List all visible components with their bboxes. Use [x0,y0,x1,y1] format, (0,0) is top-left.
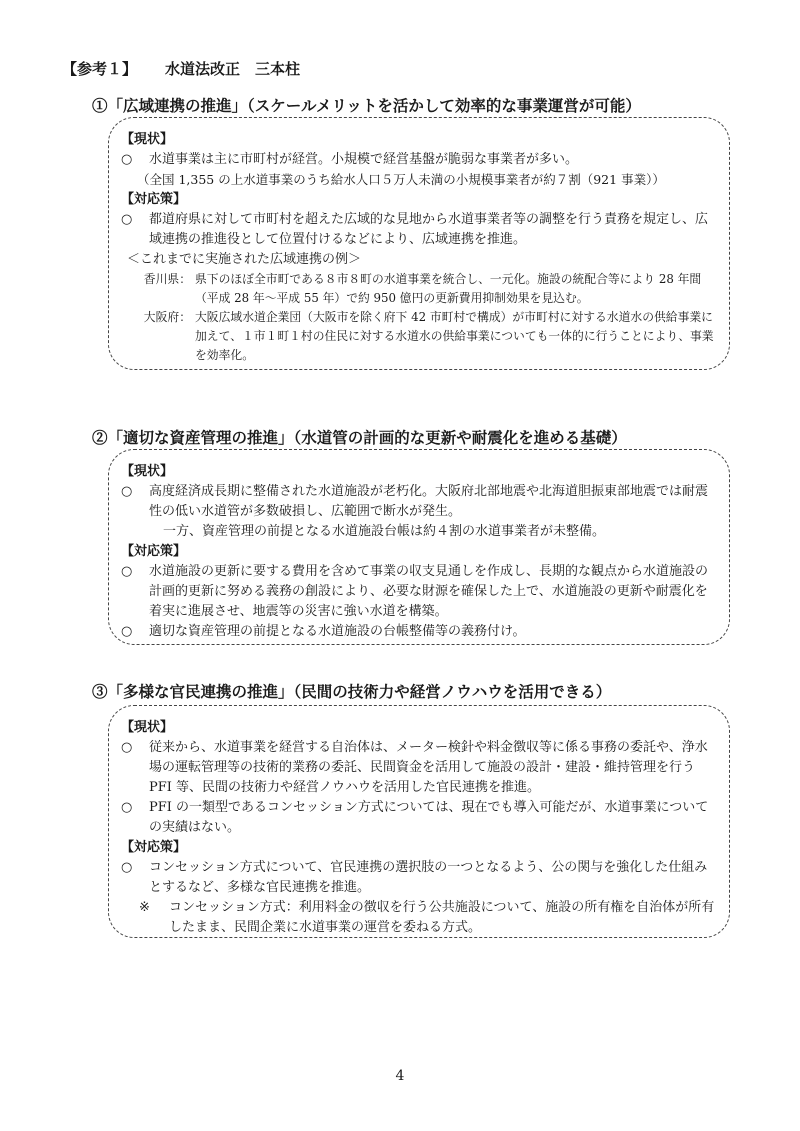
footnote [121,898,715,938]
status-label: 【現状】 [121,132,174,147]
measure-item: ○ コンセッション方式について、官民連携の選択肢の一つとなるよう、公の関与を強化した仕組みとするなど、多様な官民連携を推進。 [121,860,708,895]
section-2-box [108,449,730,645]
status-item: ○ 高度経済成長期に整備された水道施設が老朽化。大阪府北部地震や北海道胆振東部地震では耐震性の低い水道管が多数破損し、広範囲で断水が発生。 [121,484,709,519]
example-osaka: 大阪府： 大阪広域水道企業団（大阪市を除く府下 42 市町村で構成）が市町村に対する水道水の供給事業に加えて、１市１町１村の住民に対する水道水の供給事業についても一体的に行うことにより、事業を効率化。 [143,310,714,362]
status-label: 【現状】 [121,464,174,479]
measure-item: ○ 都道府県に対して市町村を超えた広域的な見地から水道事業者等の調整を行う責務を規定し、広域連携の推進役として位置付けるなどにより、広域連携を推進。 [121,212,709,247]
section-2-title: ②「適切な資産管理の推進」（水道管の計画的な更新や耐震化を進める基礎） [92,428,627,447]
circle-bullet: ○ [121,800,133,815]
measure-label: 【対応策】 [121,192,187,207]
circle-bullet: ○ [121,212,133,227]
section-3-box [108,705,730,938]
examples-label: ＜これまでに実施された広域連携の例＞ [127,252,362,267]
circle-bullet: ○ [121,740,133,755]
status-note: （全国 1,355 の上水道事業のうち給水人口５万人未満の小規模事業者が約７割（921 事業）） [137,172,665,187]
circle-bullet: ○ [121,860,133,875]
measure-item: ○ 適切な資産管理の前提となる水道施設の台帳整備等の義務付け。 [121,622,715,642]
status-label: 【現状】 [121,720,174,735]
circle-bullet: ○ [121,564,133,579]
reference-label: 【参考１】 [62,60,138,78]
section-3-title: ③「多様な官民連携の推進」（民間の技術力や経営ノウハウを活用できる） [92,682,612,701]
status-item: ○ PFI の一類型であるコンセッション方式については、現在でも導入可能だが、水道事業についての実績はない。 [121,800,709,835]
status-item: ○ 従来から、水道事業を経営する自治体は、メーター検針や料金徴収等に係る事務の委託や、浄水場の運転管理等の技術的業務の委託、民間資金を活用して施設の設計・建設・維持管理を行う PFI 等、民間の技術力や経営ノウハウを活用した官民連携を推進。 [121,740,708,795]
measure-item: ○ 水道施設の更新に要する費用を含めて事業の収支見通しを作成し、長期的な観点から水道施設の計画的更新に努める義務の創設により、必要な財源を確保した上で、水道施設の更新や耐震化を着実に進展させ、地震等の災害に強い水道を構築。 [121,564,709,619]
measure-label: 【対応策】 [121,840,187,855]
example-kagawa: 香川県： 県下のほぼ全市町である８市８町の水道事業を統合し、一元化。施設の統配合等により 28 年間（平成 28 年～平成 55 年）で約 950 億円の更新費用抑制効果を見込む。 [143,272,702,305]
circle-bullet: ○ [121,484,133,499]
section-1-box [108,117,730,370]
document-header [62,58,328,79]
circle-bullet: ○ [121,152,133,167]
section-1-title: ①「広域連携の推進」（スケールメリットを活かして効率的な事業運営が可能） [92,96,641,115]
circle-bullet: ○ [121,624,133,639]
status-extra: 一方、資産管理の前提となる水道施設台帳は約４割の水道事業者が未整備。 [163,524,606,539]
status-item: ○ 水道事業は主に市町村が経営。小規模で経営基盤が脆弱な事業者が多い。 [121,150,715,170]
measure-label: 【対応策】 [121,544,187,559]
asterisk-mark: ※ [139,900,150,915]
footnote-text: コンセッション方式：利用料金の徴収を行う公共施設について、施設の所有権を自治体が所有したまま、民間企業に水道事業の運営を委ねる方式。 [169,900,715,935]
header-title: 水道法改正 三本柱 [165,60,301,78]
page-number: 4 [395,1068,405,1084]
